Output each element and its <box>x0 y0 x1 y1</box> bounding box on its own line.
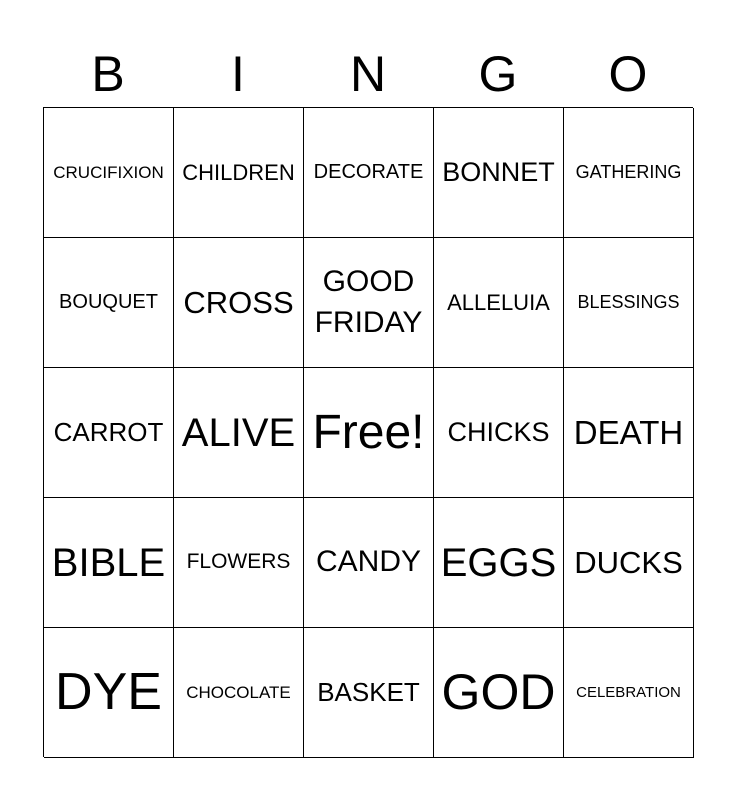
bingo-cell-r3-c1[interactable]: CARROT <box>44 368 174 498</box>
bingo-cell-free[interactable]: Free! <box>304 368 434 498</box>
bingo-cell-r3-c2[interactable]: ALIVE <box>174 368 304 498</box>
bingo-cell-r2-c3[interactable]: GOOD FRIDAY <box>304 238 434 368</box>
header-letter-g: G <box>478 46 518 102</box>
bingo-cell-r2-c4[interactable]: ALLELUIA <box>434 238 564 368</box>
bingo-cell-r1-c3[interactable]: DECORATE <box>304 108 434 238</box>
bingo-cell-r4-c4[interactable]: EGGS <box>434 498 564 628</box>
bingo-cell-r3-c4[interactable]: CHICKS <box>434 368 564 498</box>
bingo-cell-r5-c4[interactable]: GOD <box>434 628 564 758</box>
bingo-cell-r5-c5[interactable]: CELEBRATION <box>564 628 694 758</box>
bingo-cell-r2-c1[interactable]: BOUQUET <box>44 238 174 368</box>
bingo-cell-r3-c5[interactable]: DEATH <box>564 368 694 498</box>
bingo-card-grid <box>43 107 693 757</box>
bingo-header <box>43 40 693 108</box>
header-letter-b: B <box>91 46 125 102</box>
bingo-cell-r2-c2[interactable]: CROSS <box>174 238 304 368</box>
bingo-cell-r2-c5[interactable]: BLESSINGS <box>564 238 694 368</box>
bingo-cell-r5-c2[interactable]: CHOCOLATE <box>174 628 304 758</box>
header-letter-n: N <box>349 46 387 102</box>
bingo-cell-r4-c3[interactable]: CANDY <box>304 498 434 628</box>
header-letter-o: O <box>608 46 648 102</box>
bingo-cell-r1-c4[interactable]: BONNET <box>434 108 564 238</box>
header-letter-i: I <box>231 46 245 102</box>
bingo-cell-r4-c2[interactable]: FLOWERS <box>174 498 304 628</box>
bingo-cell-r5-c1[interactable]: DYE <box>44 628 174 758</box>
bingo-cell-r4-c1[interactable]: BIBLE <box>44 498 174 628</box>
bingo-cell-r4-c5[interactable]: DUCKS <box>564 498 694 628</box>
bingo-cell-r1-c1[interactable]: CRUCIFIXION <box>44 108 174 238</box>
bingo-cell-r5-c3[interactable]: BASKET <box>304 628 434 758</box>
bingo-cell-r1-c5[interactable]: GATHERING <box>564 108 694 238</box>
bingo-cell-r1-c2[interactable]: CHILDREN <box>174 108 304 238</box>
